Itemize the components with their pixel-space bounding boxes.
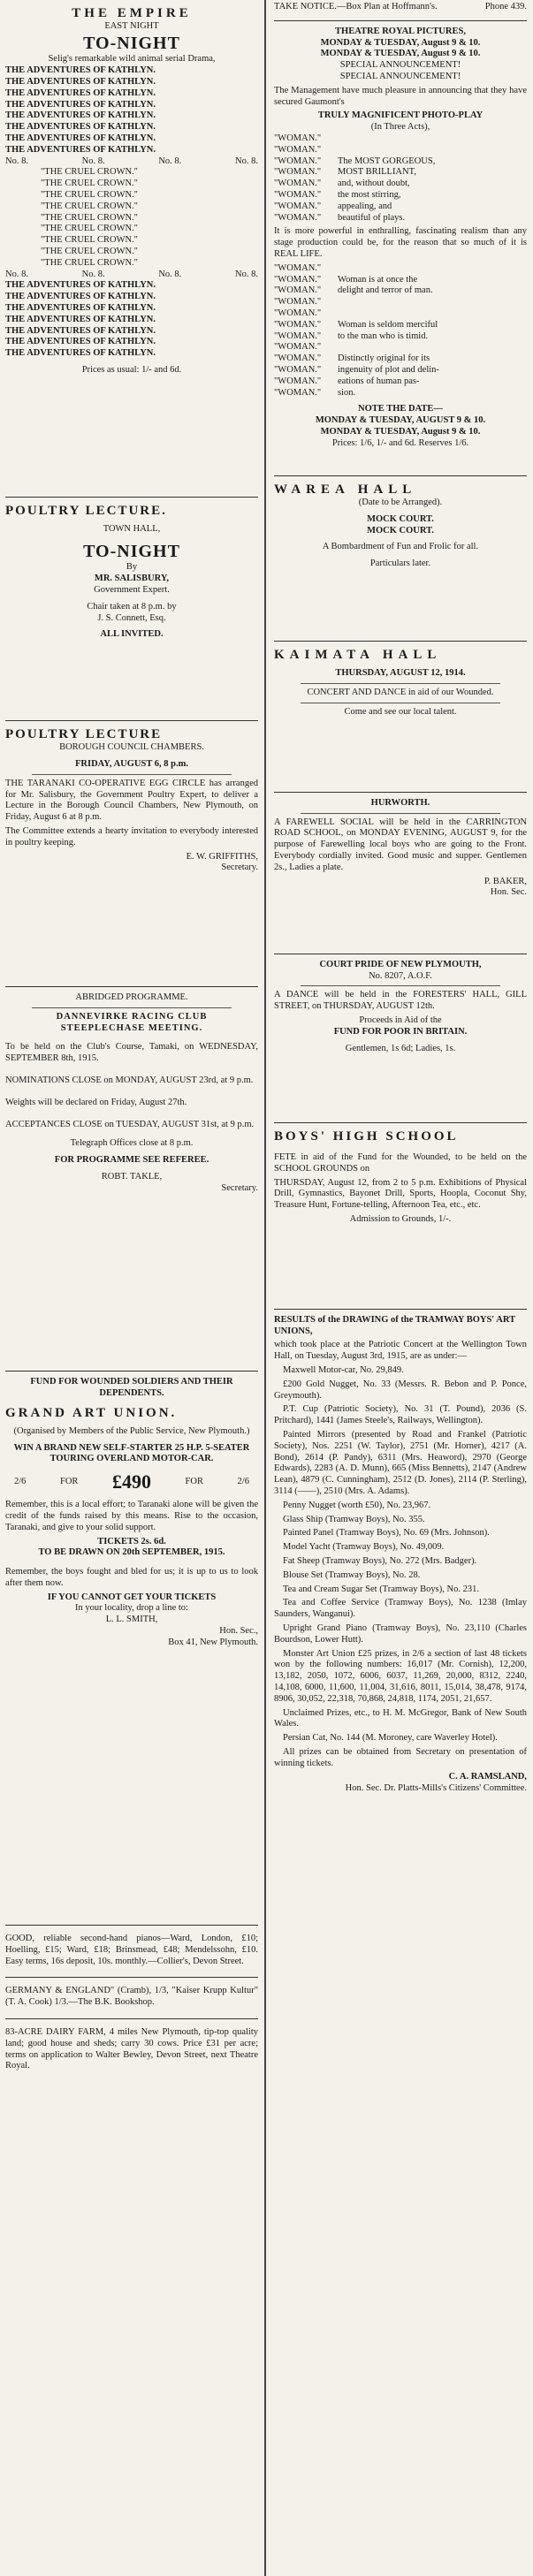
court-sub: No. 8207, A.O.F. [369,970,432,981]
bookshop-ad [5,1978,258,2019]
hurworth-sign: P. BAKER, [484,876,527,886]
price-left: 2/6 [14,1477,27,1487]
woman-label: "WOMAN." [274,274,322,285]
woman-row [274,263,527,275]
woman-label: "WOMAN." [274,353,322,364]
tramway-line: Model Yacht (Tramway Boys), No. 49,009. [283,1542,445,1553]
theatre-date2: MONDAY & TUESDAY, August 9 & 10. [320,49,481,59]
boys-high-admission: Admission to Grounds, 1/-. [349,1214,452,1225]
art-union-sign: L. L. SMITH, [105,1615,158,1625]
court-body: A DANCE will be held in the FORESTERS' HALL, GILL STREET, on THURSDAY, AUGUST 12th. [274,990,527,1012]
number-label: No. 8. [235,269,258,279]
racing-p5: Telegraph Offices close at 8 p.m. [70,1138,194,1149]
number-label: No. 8. [5,156,28,166]
woman-desc: MOST BRILLIANT, [338,167,416,178]
kathlyn-list-2 [5,280,258,360]
kaimata-hall-ad [274,642,527,793]
art-union-ad [5,1372,258,1926]
crown-line: "THE CRUEL CROWN." [41,212,138,223]
art-union-sign-role: Hon. Sec., [219,1626,258,1637]
racing-top: ABRIDGED PROGRAMME. [75,992,188,1002]
tramway-line: Monster Art Union £25 prizes, in 2/6 a section of last 48 tickets won by the following numbers: 16,017 (Mr. Cornish), 12,200, 13,182, 2050, 1072, 6006, 6037, 11,269, 20,000, 8312, 2240, 14,108, 6000, 11,600, 11,004, 31,616, 8011, 15,014, 38,478, 9174, 8906, 30,052, 22,318, 70,868, 24,818, 1174, 2051, 21,657. [274,1648,527,1704]
kathlyn-line: THE ADVENTURES OF KATHLYN. [5,77,156,87]
crown-line: "THE CRUEL CROWN." [41,224,138,234]
art-union-fund: FUND FOR WOUNDED SOLDIERS AND THEIR DEPENDENTS. [30,1377,233,1398]
number-label: No. 8. [158,156,182,166]
woman-desc: to the man who is timid. [338,331,429,341]
theatre-para1: It is more powerful in enthralling, fascinating realism than any stage production could be, for the reason that so much of it is REAL LIFE. [274,226,527,259]
poultry-tonight: TO-NIGHT [83,542,180,562]
kathlyn-line: THE ADVENTURES OF KATHLYN. [5,314,156,324]
kathlyn-line: THE ADVENTURES OF KATHLYN. [5,65,156,76]
empire-header: THE EMPIRE [72,6,192,20]
court-proceeds: Proceeds in Aid of the [359,1014,442,1025]
tramway-sign-role: Hon. Sec. Dr. Platts-Mills's Citizens' Committee. [345,1783,527,1794]
boys-high-body2: THURSDAY, August 12, from 2 to 5 p.m. Exhibitions of Physical Drill, Gymnastics, Bayonet Drill, Sports, Hoopla, Coconut Shy, Treasure Hunt, Fortune-telling, Afternoon Tea, etc., etc. [274,1177,527,1211]
tramway-line: Blouse Set (Tramway Boys), No. 28. [283,1569,421,1580]
tramway-line: Painted Panel (Tramway Boys), No. 69 (Mrs. Johnson). [283,1528,490,1539]
woman-label: "WOMAN." [274,201,322,211]
crown-line: "THE CRUEL CROWN." [41,179,138,189]
woman-label: "WOMAN." [274,144,322,155]
tramway-line: Glass Ship (Tramway Boys), No. 355. [283,1514,425,1524]
woman-label: "WOMAN." [274,212,322,223]
tramway-header: RESULTS of the DRAWING of the TRAMWAY BOYS' ART UNIONS, [274,1314,515,1336]
art-union-remember: Remember, this is a local effort; to Taranaki alone will be given the credit of the funds raised by this means. Rise to the occasion, Taranaki, and give to your solid support. [5,1500,258,1532]
number-row-2 [5,270,258,281]
woman-label: "WOMAN." [274,133,322,143]
theatre-intro: The Management have much pleasure in announcing that they have secured Gaumont's [274,85,527,107]
woman-label: "WOMAN." [274,262,322,273]
woman-row [274,213,527,224]
crown-line: "THE CRUEL CROWN." [41,190,138,201]
woman-desc: The MOST GORGEOUS, [338,156,436,166]
number-label: No. 8. [158,269,182,279]
box-plan-notice [274,0,527,21]
racing-p3: Weights will be declared on Friday, August 27th. [5,1097,187,1107]
crown-line: "THE CRUEL CROWN." [41,167,138,178]
art-union-tickets: TICKETS 2s. 6d. [97,1536,166,1546]
price-mid: £490 [111,1470,151,1493]
crown-line: "THE CRUEL CROWN." [41,247,138,257]
right-column [269,0,532,2576]
poultry-chair-name: J. S. Connett, Esq. [97,612,166,623]
woman-label: "WOMAN." [274,319,322,330]
box-plan-row [274,2,527,13]
kathlyn-list-1 [5,65,258,156]
art-union-win: WIN A BRAND NEW SELF-STARTER 25 H.P. 5-SEATER TOURING OVERLAND MOTOR-CAR. [13,1442,250,1464]
bookshop-text: GERMANY & ENGLAND" (Cramb), 1/3, "Kaiser Krupp Kultur" (T. A. Cook) 1/3.—The B.K. Bookshop. [5,1986,258,2008]
woman-desc: and, without doubt, [338,179,410,189]
woman-desc: beautiful of plays. [338,212,406,223]
tramway-line: Unclaimed Prizes, etc., to H. M. McGregor, Bank of New South Wales. [274,1707,527,1729]
tramway-line: Tea and Coffee Service (Tramway Boys), No. 1238 (Imlay Saunders, Wanganui). [274,1598,527,1620]
kathlyn-line: THE ADVENTURES OF KATHLYN. [5,348,156,359]
hurworth-body: A FAREWELL SOCIAL will be held in the CARRINGTON ROAD SCHOOL, on MONDAY EVENING, AUGUST 9, for the purpose of Farewelling local boys who are going to the Front. Everybody cordially invited. Good music and supper. Gentlemen 2s., Ladies a plate. [274,817,527,872]
poultry-lecture-council [5,721,258,987]
art-union-cannot: IF YOU CANNOT GET YOUR TICKETS [47,1592,217,1602]
tramway-line: Fat Sheep (Tramway Boys), No. 272 (Mrs. Badger). [283,1555,477,1566]
racing-sign: ROBT. TAKLE, [101,1171,163,1182]
woman-row [274,201,527,213]
price-right: 2/6 [237,1477,249,1487]
woman-desc: sion. [338,387,356,398]
court-header: COURT PRIDE OF NEW PLYMOUTH, [319,959,482,969]
woman-label: "WOMAN." [274,342,322,353]
kathlyn-line: THE ADVENTURES OF KATHLYN. [5,133,156,144]
hurworth-ad [274,793,527,954]
poultry2-header: POULTRY LECTURE [5,727,163,741]
piano-text: GOOD, reliable second-hand pianos—Ward, London, £10; Hoelling, £15; Ward, £18; Brinsmead, £48; Mendelssohn, £10. Easy terms, 16s deposit, 10s. monthly.—Collier's, Devon Street. [5,1934,258,1966]
woman-label: "WOMAN." [274,189,322,200]
woman-label: "WOMAN." [274,285,322,296]
woman-row [274,308,527,320]
poultry-venue: TOWN HALL, [103,524,161,535]
art-union-drawn: TO BE DRAWN ON 20th SEPTEMBER, 1915. [38,1547,225,1558]
tramway-line: All prizes can be obtained from Secretary on presentation of winning tickets. [274,1746,527,1768]
woman-desc: eations of human pas- [338,376,420,386]
theatre-special1: SPECIAL ANNOUNCEMENT! [339,60,461,71]
warea-desc: A Bombardment of Fun and Frolic for all. [322,542,479,552]
kathlyn-line: THE ADVENTURES OF KATHLYN. [5,99,156,110]
woman-row [274,331,527,343]
kathlyn-line: THE ADVENTURES OF KATHLYN. [5,325,156,336]
court-fund: FUND FOR POOR IN BRITAIN. [333,1026,468,1037]
woman-label: "WOMAN." [274,387,322,398]
poultry-chair: Chair taken at 8 p.m. by [87,601,177,612]
woman-list-1 [274,133,527,224]
woman-row [274,376,527,388]
dannevirke-racing-ad [5,987,258,1372]
poultry2-body2: The Committee extends a hearty invitation to everybody interested in poultry keeping. [5,826,258,847]
art-union-box: Box 41, New Plymouth. [168,1637,258,1647]
woman-label: "WOMAN." [274,364,322,375]
theatre-prices: Prices: 1/6, 1/- and 6d. Reserves 1/6. [331,437,469,448]
number-label: No. 8. [5,269,28,279]
warea-date: (Date to be Arranged). [358,498,443,508]
kaimata-concert: CONCERT AND DANCE in aid of our Wounded. [307,687,494,697]
art-union-remember2: Remember, the boys fought and bled for us; it is up to us to look after them now. [5,1567,258,1588]
price-mid-label: FOR [59,1477,79,1487]
woman-label: "WOMAN." [274,179,322,189]
racing-p6: FOR PROGRAMME SEE REFEREE. [54,1155,209,1166]
tramway-line: Penny Nugget (worth £50), No. 23,967. [283,1500,431,1510]
kathlyn-line: THE ADVENTURES OF KATHLYN. [5,110,156,121]
poultry-name: MR. SALISBURY, [94,574,170,584]
tramway-sign: C. A. RAMSLAND, [448,1772,527,1782]
art-union-header: GRAND ART UNION. [5,1405,178,1420]
kathlyn-line: THE ADVENTURES OF KATHLYN. [5,144,156,155]
woman-row [274,342,527,353]
left-column [0,0,263,2576]
price-mid-label-2: FOR [185,1477,203,1487]
poultry-lecture-townhall [5,498,258,721]
racing-title2: STEEPLECHASE MEETING. [60,1022,203,1033]
racing-sign-role: Secretary. [221,1182,258,1193]
box-plan-phone: Phone 439. [484,2,527,11]
dairy-text: 83-ACRE DAIRY FARM, 4 miles New Plymouth, tip-top quality land; good house and sheds; carry 30 cows. Price £31 per acre; terms on application to Walter Bewley, Devon Street, next Theatre Royal. [5,2026,258,2071]
piano-ad [5,1926,258,1978]
tramway-results-ad [274,1310,527,1802]
tramway-line: Persian Cat, No. 144 (M. Moroney, care Waverley Hotel). [283,1733,498,1744]
theatre-royal-ad [274,21,527,476]
box-plan-text: TAKE NOTICE.—Box Plan at Hoffmann's. [274,2,438,11]
number-label: No. 8. [81,269,105,279]
poultry-by: By [126,562,138,573]
theatre-truly: TRULY MAGNIFICENT PHOTO-PLAY [317,110,484,121]
kathlyn-line: THE ADVENTURES OF KATHLYN. [5,122,156,133]
warea-mock2: MOCK COURT. [367,525,434,536]
woman-row [274,275,527,286]
court-price: Gentlemen, 1s 6d; Ladies, 1s. [345,1043,456,1053]
hurworth-sign-role: Hon. Sec. [490,887,527,898]
empire-prices: Prices as usual: 1/- and 6d. [81,365,182,375]
kathlyn-line: THE ADVENTURES OF KATHLYN. [5,280,156,291]
boys-high-ad [274,1123,527,1310]
woman-row [274,145,527,156]
woman-desc: the most stirring, [338,189,401,200]
poultry2-sign: E. W. GRIFFITHS, [186,851,258,862]
hurworth-header: HURWORTH. [370,797,430,808]
kathlyn-line: THE ADVENTURES OF KATHLYN. [5,87,156,98]
woman-row [274,167,527,179]
kaimata-date: THURSDAY, AUGUST 12, 1914. [335,668,466,679]
woman-desc: appealing, and [338,201,392,211]
empire-intro: Selig's remarkable wild animal serial Drama, [48,54,216,65]
crown-line: "THE CRUEL CROWN." [41,201,138,211]
woman-row [274,297,527,308]
tramway-intro: which took place at the Patriotic Concert at the Wellington Town Hall, on Tuesday, August 3rd, 1915, are as under:— [274,1340,527,1362]
boys-high-body: FETE in aid of the Fund for the Wounded, to be held on the SCHOOL GROUNDS on [274,1152,527,1174]
woman-desc: Distinctly original for its [338,353,430,364]
kathlyn-line: THE ADVENTURES OF KATHLYN. [5,337,156,347]
woman-row [274,353,527,365]
woman-label: "WOMAN." [274,331,322,341]
racing-p1: To be held on the Club's Course, Tamaki, on WEDNESDAY, SEPTEMBER 8th, 1915. [5,1042,258,1064]
poultry-role: Government Expert. [94,585,170,596]
warea-mock1: MOCK COURT. [367,513,434,524]
empire-ad [5,0,258,498]
theatre-date3: MONDAY & TUESDAY, AUGUST 9 & 10. [315,415,486,426]
tramway-list [274,1365,527,1770]
poultry-header: POULTRY LECTURE. [5,504,167,518]
theatre-date4: MONDAY & TUESDAY, August 9 & 10. [320,426,481,437]
theatre-special2: SPECIAL ANNOUNCEMENT! [339,71,461,81]
woman-row [274,133,527,145]
kathlyn-line: THE ADVENTURES OF KATHLYN. [5,292,156,302]
court-pride-ad [274,954,527,1123]
art-union-org: (Organised by Members of the Public Service, New Plymouth.) [13,1425,250,1436]
number-label: No. 8. [235,156,258,166]
tramway-line: Maxwell Motor-car, No. 29,849. [283,1364,404,1375]
boys-high-header: BOYS' HIGH SCHOOL [274,1128,459,1144]
art-union-locality: In your locality, drop a line to: [75,1603,188,1614]
column-divider [264,0,266,2576]
number-label: No. 8. [81,156,105,166]
woman-desc: Woman is seldom merciful [338,319,438,330]
woman-row [274,320,527,331]
kaimata-header: KAIMATA HALL [274,647,442,662]
tramway-line: Tea and Cream Sugar Set (Tramway Boys), No. 231. [283,1584,479,1594]
woman-label: "WOMAN." [274,308,322,318]
kaimata-come: Come and see our local talent. [344,706,457,717]
poultry2-sign-role: Secretary. [221,862,258,873]
woman-desc: ingenuity of plot and delin- [338,364,439,375]
woman-desc: Woman is at once the [338,274,418,285]
theatre-acts: (In Three Acts), [370,122,430,133]
theatre-note: NOTE THE DATE— [358,404,443,414]
poultry2-body: THE TARANAKI CO-OPERATIVE EGG CIRCLE has arranged for Mr. Salisbury, the Government Poultry Expert, to deliver a Lecture in the Borough Council Chambers, New Plymouth, on Friday, August 6 at 8 p.m. [5,778,258,823]
woman-row [274,190,527,201]
dairy-farm-ad [5,2019,258,2082]
kathlyn-line: THE ADVENTURES OF KATHLYN. [5,303,156,314]
art-union-price-row [14,1470,249,1494]
racing-p4: ACCEPTANCES CLOSE on TUESDAY, AUGUST 31st, at 9 p.m. [5,1119,255,1129]
woman-label: "WOMAN." [274,167,322,178]
poultry-invited: ALL INVITED. [100,629,164,640]
poultry2-venue: BOROUGH COUNCIL CHAMBERS. [59,742,204,753]
crown-line: "THE CRUEL CROWN." [41,257,138,268]
tramway-line: £200 Gold Nugget, No. 33 (Messrs. R. Bebon and P. Ponce, Greymouth). [274,1379,527,1401]
crown-line: "THE CRUEL CROWN." [41,235,138,246]
woman-row [274,156,527,168]
crown-list [5,167,258,269]
empire-tonight: TO-NIGHT [83,34,180,54]
tramway-line: P.T. Cup (Patriotic Society), No. 31 (T. Pound), 2036 (S. Pritchard), 1441 (James Steele's, Railways, Wellington). [274,1404,527,1426]
woman-row [274,388,527,399]
tramway-line: Upright Grand Piano (Tramway Boys), No. 23,110 (Charles Bourdson, Lower Hutt). [274,1622,527,1645]
woman-list-2 [274,263,527,399]
number-row-1 [5,156,258,168]
woman-label: "WOMAN." [274,156,322,166]
woman-row [274,179,527,190]
empire-sub: EAST NIGHT [104,21,159,32]
racing-title1: DANNEVIRKE RACING CLUB [56,1011,208,1022]
woman-label: "WOMAN." [274,297,322,308]
woman-row [274,365,527,376]
poultry2-date: FRIDAY, AUGUST 6, 8 p.m. [75,759,188,770]
warea-particulars: Particulars later. [369,559,431,569]
woman-label: "WOMAN." [274,376,322,386]
warea-hall-ad [274,476,527,642]
woman-row [274,285,527,297]
warea-header: WAREA HALL [274,482,417,497]
theatre-date1: MONDAY & TUESDAY, August 9 & 10. [320,37,481,48]
woman-desc: delight and terror of man. [338,285,433,296]
tramway-line: Painted Mirrors (presented by Road and Frankel (Patriotic Society), Nos. 2251 (W. Taylor), 2751 (Mr. Horner), 4217 (A. Bond), 2614 (P. Pandy), 6311 (Mrs. Heaword), 2970 (George Edwards), 2283 (A. D. Munn), 665 (Miss Bennetts), 2147 (Andrew Lean), 4879 (C. Cunningham), 2512 (D. Jones), 2114 (P. Sterling), 3114 (——), 2510 (Mrs. A. Adams). [274,1429,527,1496]
theatre-header: THEATRE ROYAL PICTURES, [335,26,466,36]
racing-p2: NOMINATIONS CLOSE on MONDAY, AUGUST 23rd, at 9 p.m. [5,1075,254,1085]
